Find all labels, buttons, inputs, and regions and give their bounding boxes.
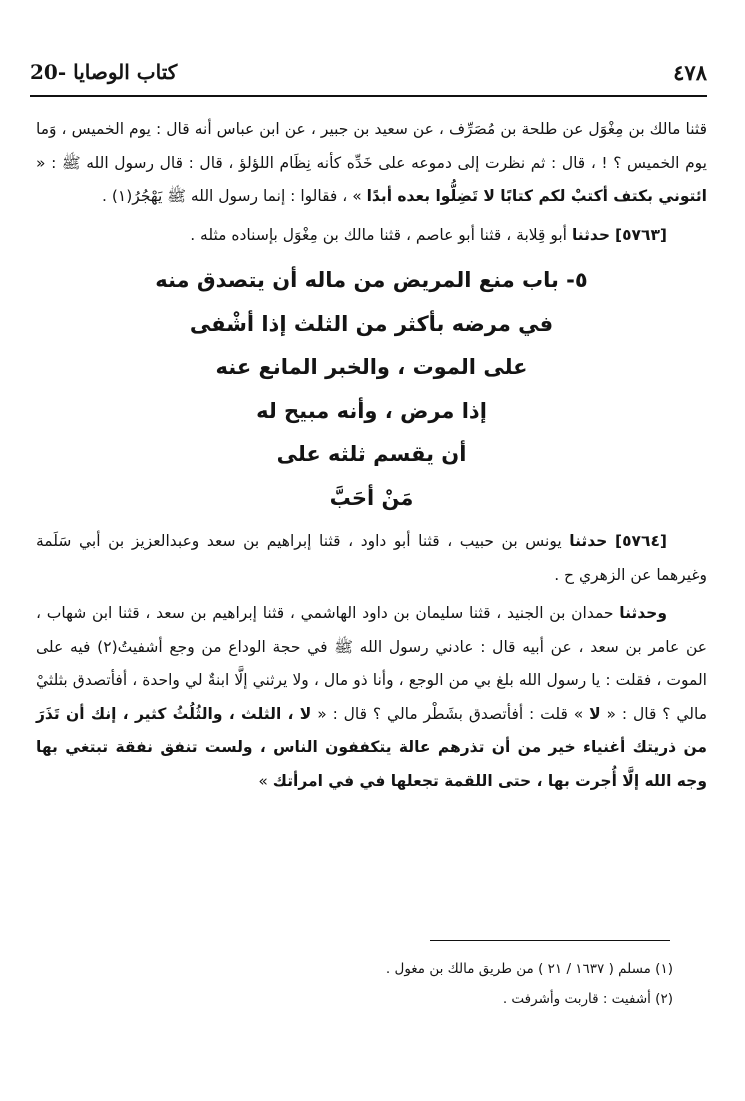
footnote: (٢) أشفيت : قاربت وأشرفت .: [502, 991, 673, 1007]
chapter-title-line: ٥- باب منع المريض من ماله أن يتصدق منه: [155, 268, 588, 292]
hadith-text-end: » ، فقالوا : إنما رسول الله ﷺ يَهْجُرُ(١) .: [102, 187, 362, 205]
hadith-5763: [36, 219, 707, 253]
hadith-text-mid: » قلت : أفأتصدق بشَطْر مالي ؟ قال : «: [317, 704, 584, 723]
hadith-text: حمدان بن الجنيد ، قثنا سليمان بن داود الهاشمي ، قثنا إبراهيم بن سعد ، قثنا ابن شهاب ، عن عامر بن سعد ، عن أبيه قال : عادني رسول الله ﷺ في حجة الوداع من وجع أشفيتُ(٢) فيه على الموت ، فقلت : يا رسول الله بلغ بي من الوجع ، وأنا ذو مال ، ولا يرثني إلَّا ابنةٌ لي واحدة ، أفأتصدق بثلثيْ مالي ؟ قال : «: [36, 604, 707, 723]
hadith-text: قثنا مالك بن مِغْوَل عن طلحة بن مُصَرِّف ، عن سعيد بن جبير ، عن ابن عباس أنه قال : يوم الخميس ، وَما يوم الخميس ؟ ! ، قال : ثم نظرت إلى دموعه على خَدِّه كأنه نِظَام اللؤلؤ ، قال : قال رسول الله ﷺ : «: [36, 120, 707, 172]
page-number: ٤٧٨: [673, 60, 707, 85]
footnotes: [36, 954, 673, 1014]
hadith-second-chain: [36, 597, 707, 798]
prophet-quote: لا ، الثلث ، والثُلُثُ كثير ، إنك أن تَذَرَ من ذريتك أغنياء خير من أن تذرهم عالة يتكففون الناس ، ولست تنفق نفقة تبتغي بها وجه الله إلَّا أُجرت بها ، حتى اللقمة تجعلها في في امرأتك: [36, 704, 707, 790]
chapter-title-line: على الموت ، والخبر المانع عنه: [215, 355, 528, 379]
chapter-header: 20- كتاب الوصايا: [30, 60, 178, 84]
chapter-title-line: مَنْ أحَبَّ: [329, 485, 414, 510]
hadith-number: [٥٧٦٤]: [614, 532, 667, 550]
main-text: [36, 113, 707, 798]
chapter-title-line: أن يقسم ثلثه على: [276, 442, 467, 466]
footnote: (١) مسلم ( ١٦٣٧ / ٢١ ) من طريق مالك بن مغول .: [385, 961, 673, 977]
hadith-lead: حدثنا: [571, 225, 611, 244]
header-rule: [30, 95, 707, 97]
chapter-title-line: في مرضه بأكثر من الثلث إذا أشْفى: [189, 311, 554, 336]
hadith-text: أبو قِلابة ، قثنا أبو عاصم ، قثنا مالك بن مِغْوَل بإسناده مثله .: [190, 225, 567, 244]
hadith-lead: حدثنا: [569, 532, 608, 550]
hadith-5764: [36, 525, 707, 592]
hadith-continuation: [36, 113, 707, 214]
chapter-title-line: إذا مرض ، وأنه مبيح له: [256, 398, 487, 423]
chapter-title: [36, 259, 707, 520]
hadith-text: يونس بن حبيب ، قثنا أبو داود ، قثنا إبراهيم بن سعد وعبدالعزيز بن أبي سَلَمة وغيرهما عن الزهري ح .: [36, 532, 707, 584]
hadith-text-end: »: [258, 771, 268, 790]
hadith-number: [٥٧٦٣]: [614, 225, 667, 244]
prophet-quote: لا: [589, 704, 601, 723]
footnote-rule: [430, 940, 670, 941]
hadith-lead: وحدثنا: [619, 604, 667, 622]
prophet-quote: ائتوني بكتف أكتبْ لكم كتابًا لا تَضِلُّوا بعده أبدًا: [366, 187, 707, 205]
